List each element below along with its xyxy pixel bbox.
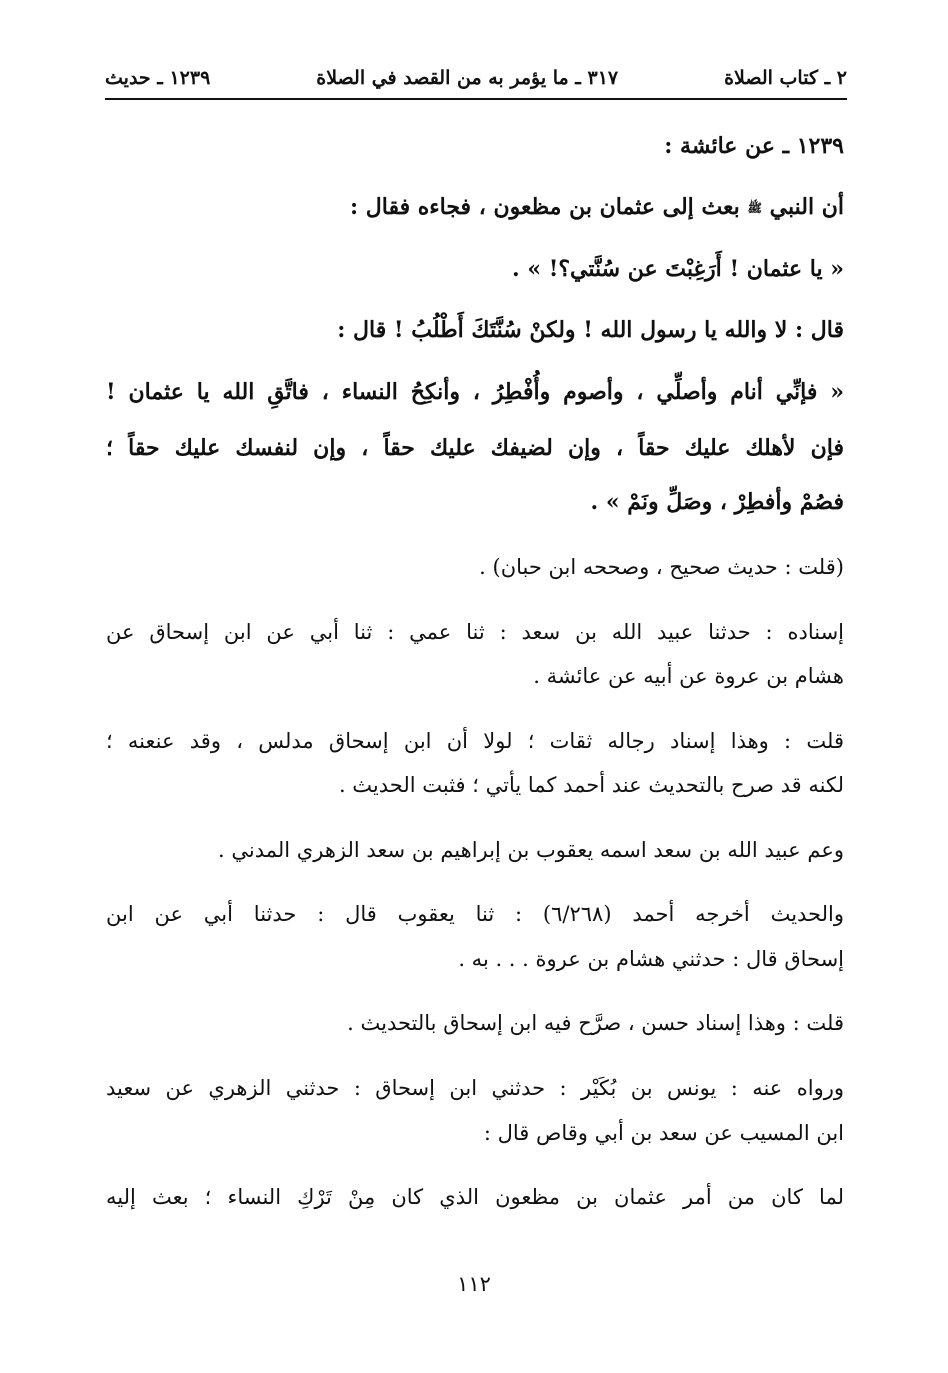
takhrij-line-2: إسحاق قال : حدثني هشام بن عروة . . . به .	[458, 947, 844, 971]
hadith-line-4: « فإنِّي أنام وأصلِّي ، وأصوم وأُفْطِرُ ، وأنكِحُ النساء ، فاتَّقِ الله يا عثمان !	[106, 379, 844, 405]
running-header	[105, 60, 847, 96]
note-line-2: لكنه قد صرح بالتحديث عند أحمد كما يأتي ؛ فثبت الحديث .	[338, 773, 844, 797]
header-book-title: ٢ ـ كتاب الصلاة	[724, 67, 847, 89]
grading-note: قلت : وهذا إسناد حسن ، صرَّح فيه ابن إسحاق بالتحديث .	[347, 1011, 844, 1035]
hadith-line-1	[350, 195, 844, 220]
hadith-line-1-end: بعث إلى عثمان بن مظعون ، فجاءه فقال :	[350, 194, 740, 220]
hadith-line-1-start: أن النبي	[769, 194, 844, 220]
isnad-line-2: هشام بن عروة عن أبيه عن عائشة .	[533, 664, 844, 688]
salutation-symbol: ﷺ	[747, 201, 762, 215]
header-rule	[105, 98, 847, 100]
hadith-line-6: فصُمْ وأفطِرْ ، وصَلِّ ونَمْ » .	[590, 489, 844, 515]
riwaya-line-2: ابن المسيب عن سعد بن أبي وقاص قال :	[483, 1121, 844, 1145]
hadith-line-3: قال : لا والله يا رسول الله ! ولكنْ سُنَّتَكَ أَطْلُبُ ! قال :	[337, 317, 844, 343]
header-chapter-title: ٣١٧ ـ ما يؤمر به من القصد في الصلاة	[316, 67, 619, 89]
hadith-number-line: ١٢٣٩ ـ عن عائشة :	[664, 133, 844, 159]
page-number: ١١٢	[457, 1272, 491, 1296]
ruling-line: (قلت : حديث صحيح ، وصححه ابن حبان) .	[479, 555, 844, 579]
hadith-line-5: فإن لأهلك عليك حقاً ، وإن لضيفك عليك حقاً ، وإن لنفسك عليك حقاً ؛	[106, 435, 844, 461]
header-hadith-number: ١٢٣٩ ـ حديث	[105, 67, 211, 89]
takhrij-line-1: والحديث أخرجه أحمد (٦/٢٦٨) : ثنا يعقوب قال : حدثنا أبي عن ابن	[106, 902, 844, 926]
riwaya-line-1: ورواه عنه : يونس بن بُكَيْر : حدثني ابن إسحاق : حدثني الزهري عن سعيد	[106, 1076, 844, 1100]
hadith-line-2: « يا عثمان ! أَرَغِبْتَ عن سُنَّتي؟! » .	[512, 256, 844, 282]
note-line-1: قلت : وهذا إسناد رجاله ثقات ؛ لولا أن ابن إسحاق مدلس ، وقد عنعنه ؛	[106, 729, 844, 753]
continuation-line: لما كان من أمر عثمان بن مظعون الذي كان مِنْ تَرْكِ النساء ؛ بعث إليه	[106, 1185, 844, 1209]
isnad-line-1: إسناده : حدثنا عبيد الله بن سعد : ثنا عمي : ثنا أبي عن ابن إسحاق عن	[106, 620, 844, 644]
narrator-note: وعم عبيد الله بن سعد اسمه يعقوب بن إبراهيم بن سعد الزهري المدني .	[218, 838, 844, 862]
